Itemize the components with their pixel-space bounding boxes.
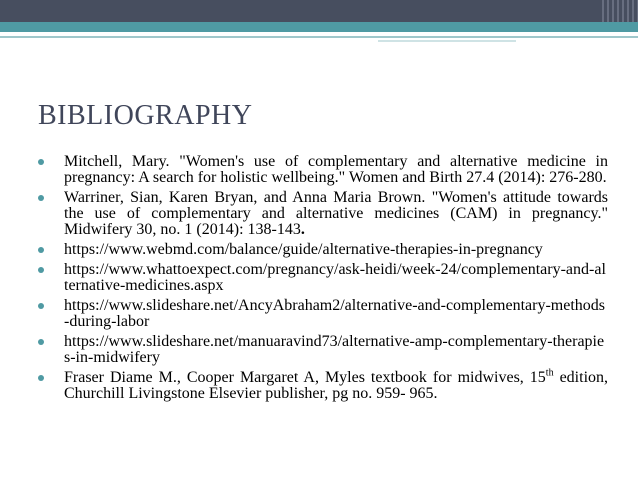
reference-suffix: .: [300, 221, 305, 238]
reference-text: Mitchell, Mary. "Women's use of complementary and alternative medicine in pregnancy: A search for holistic wellbeing." Women and Birth 27.4 (2014): 276-280.: [64, 153, 608, 186]
bullet-icon: [38, 375, 44, 381]
top-header-band: [0, 0, 638, 22]
reference-item: [38, 334, 608, 366]
reference-item: [38, 298, 608, 330]
header-stripe-decoration: [602, 0, 638, 22]
reference-item: [38, 262, 608, 294]
accent-band: [0, 22, 638, 32]
reference-item: [38, 367, 609, 402]
reference-link[interactable]: https://www.slideshare.net/manuaravind73/alternative-amp-complementary-therapies-in-midwifery: [64, 333, 605, 366]
reference-item: [38, 242, 608, 258]
reference-link[interactable]: https://www.slideshare.net/AncyAbraham2/alternative-and-complementary-methods-during-labor: [64, 297, 606, 330]
bullet-icon: [38, 303, 44, 309]
reference-link[interactable]: https://www.whattoexpect.com/pregnancy/ask-heidi/week-24/complementary-and-alternative-medicines.aspx: [64, 261, 606, 294]
bullet-icon: [38, 267, 44, 273]
bullet-icon: [38, 195, 44, 201]
slide-title: BIBLIOGRAPHY: [38, 100, 253, 131]
reference-text-continued: edition, Churchill Livingstone Elsevier publisher, pg no. 959- 965.: [64, 369, 609, 402]
divider-line: [0, 36, 638, 38]
reference-item: [38, 190, 608, 238]
reference-superscript: th: [545, 367, 554, 379]
reference-text: Fraser Diame M., Cooper Margaret A, Myles textbook for midwives, 15: [64, 369, 546, 386]
reference-item: [38, 154, 608, 186]
bullet-icon: [38, 339, 44, 345]
reference-text: Warriner, Sian, Karen Bryan, and Anna Maria Brown. "Women's attitude towards the use of complementary and alternative medicines (CAM) in pregnancy." Midwifery 30, no. 1 (2014): 138-143: [64, 189, 608, 238]
divider-line-short: [378, 40, 516, 42]
bullet-icon: [38, 247, 44, 253]
bibliography-list: [38, 154, 608, 406]
reference-link[interactable]: https://www.webmd.com/balance/guide/alternative-therapies-in-pregnancy: [64, 241, 543, 258]
bullet-icon: [38, 159, 44, 165]
